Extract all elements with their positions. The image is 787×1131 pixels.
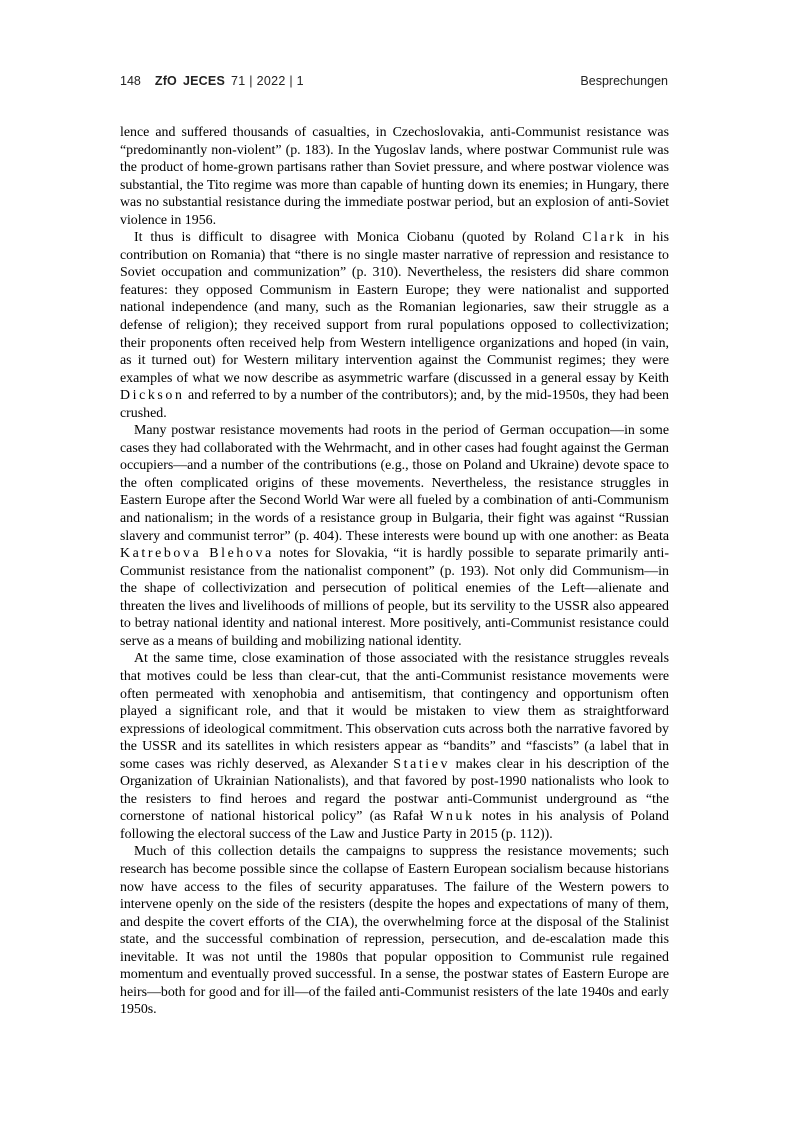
text-run: lence and suffered thousands of casualties, in Czechoslovakia, anti-Communist resistance was “predominantly non-violent” (p. 183). In the Yugoslav lands, where postwar Communist rule was the product of home-grown partisans rather than Soviet pressure, and where postwar violence was substantial, the Tito regime was more than capable of hunting down its enemies; in Hungary, there was no substantial resistance during the immediate postwar period, but an explosion of anti-Soviet violence in 1956. (120, 125, 669, 228)
text-run: notes for Slovakia, “it is hardly possible to separate primarily anti-Communist resistance from the nationalist component” (p. 193). Not only did Communism—in the shape of collectivization and persecution of political enemies of the Left—alienate and threaten the lives and livelihoods of millions of people, but its servility to the USSR also appeared to betray national identity and national interest. More positively, anti-Communist resistance could serve as a means of building and mobilizing national identity. (120, 546, 669, 649)
journal-abbrev: ZfO (154, 74, 177, 88)
text-run: Many postwar resistance movements had roots in the period of German occupation—in some cases they had collaborated with the Wehrmacht, and in other cases had fought against the German occupiers—and a number of the contributions (e.g., those on Poland and Ukraine) devote space to the often complicated origins of these movements. Nevertheless, the resistance struggles in Eastern Europe after the Second World War were all fueled by a combination of anti-Communism and nationalism; in the words of a resistance group in Bulgaria, their fight was against “Russian slavery and communist terror” (p. 404). These interests were bound up with one another: as Beata (120, 423, 669, 544)
paragraph (120, 843, 669, 1018)
text-run: At the same time, close examination of those associated with the resistance struggles reveals that motives could be less than clear-cut, that the anti-Communist resistance movements were often permeated with xenophobia and antisemitism, that contingency and opportunism often played a significant role, and that it would be mistaken to view them as straightforward expressions of ideological commitment. This observation cuts across both the narrative favored by the USSR and its satellites in which resisters appear as “bandits” and “fascists” (a label that in some cases was richly deserved, as Alexander (120, 651, 669, 772)
page-number: 148 (120, 74, 141, 88)
text-run: It thus is difficult to disagree with Monica Ciobanu (quoted by Roland (134, 230, 583, 246)
author-name: Dickson (120, 388, 185, 404)
volume-issue: 71 | 2022 | 1 (230, 74, 304, 88)
text-run: in his contribution on Romania) that “there is no single master narrative of repression and resistance to Soviet occupation and communization” (p. 310). Nevertheless, the resisters did share common features: they opposed Communism in Eastern Europe; they were nationalist and supported national independence (and many, such as the Romanian legionaries, saw their struggle as a defense of religion); they received support from rural populations opposed to collectivization; their proponents often received help from Western intelligence organizations and hoped (in vain, as it turned out) for Western military intervention against the Communist regimes; they were examples of what we now describe as asymmetric warfare (discussed in a general essay by Keith (120, 230, 669, 386)
author-name: Wnuk (430, 809, 475, 825)
paragraph (120, 229, 669, 422)
text-run: makes clear in his description of the Organization of Ukrainian Nationalists), and that favored by post-1990 nationalists who look to the resisters to find heroes and regard the postwar anti-Communist underground as “the cornerstone of national historical policy” (as Rafał (120, 756, 669, 825)
journal-subtitle: JECES (182, 74, 225, 88)
paragraph (120, 124, 669, 229)
body-text (120, 124, 669, 1019)
text-run: notes in his analysis of Poland following the electoral success of the Law and Justice Party in 2015 (p. 112)). (120, 809, 669, 842)
author-name: Clark (582, 230, 627, 246)
text-run: and referred to by a number of the contributors); and, by the mid-1950s, they had been crushed. (120, 388, 669, 421)
author-name: Katrebova Blehova (120, 546, 274, 562)
author-name: Statiev (393, 756, 451, 772)
text-run: Much of this collection details the campaigns to suppress the resistance movements; such research has become possible since the collapse of Eastern European socialism because historians now have access to the files of security apparatuses. The failure of the Western powers to intervene openly on the side of the resisters (despite the hopes and expectations of many of them, and despite the covert efforts of the CIA), the overwhelming force at the disposal of the Stalinist state, and the successful combination of repression, persecution, and de-escalation made this inevitable. It was not until the 1980s that popular opposition to Communist rule regained momentum and eventually proved successful. In a sense, the postwar states of Eastern Europe are heirs—both for good and for ill—of the failed anti-Communist resisters of the late 1940s and early 1950s. (120, 844, 669, 1018)
paragraph (120, 422, 669, 650)
paragraph (120, 650, 669, 843)
running-header (120, 74, 668, 94)
section-title: Besprechungen (580, 74, 668, 88)
